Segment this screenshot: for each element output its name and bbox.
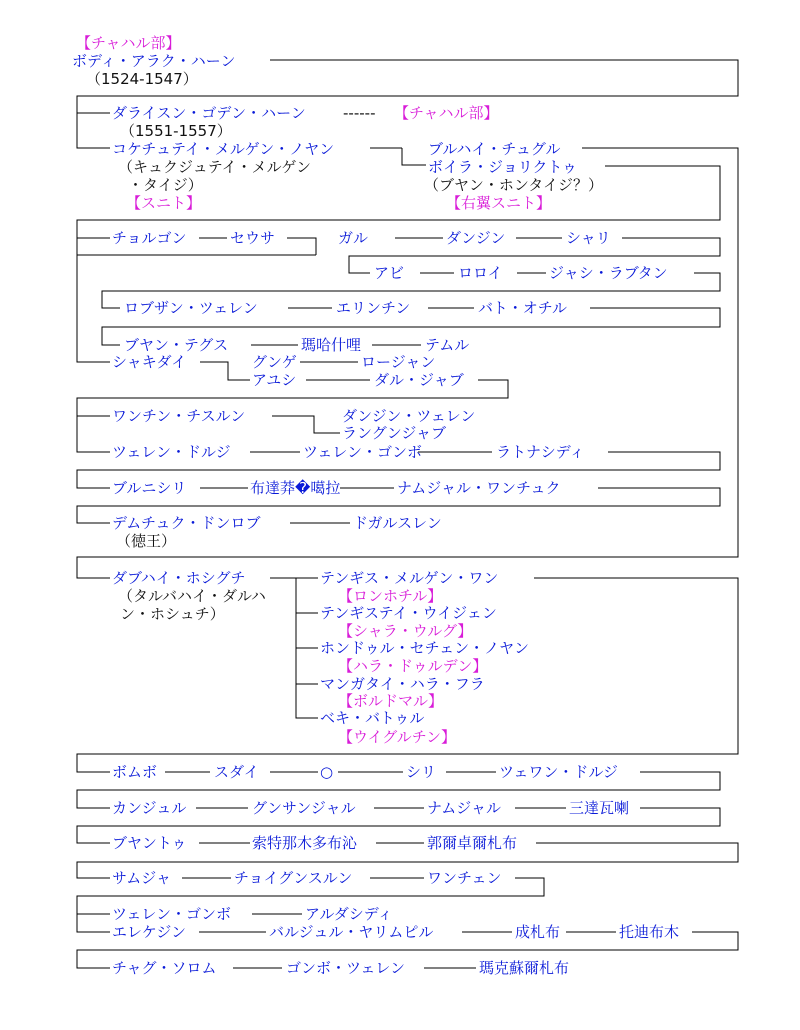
person: ジャシ・ラブタン [549, 264, 668, 282]
person: カンジュル [112, 799, 187, 817]
person: ○ [320, 763, 334, 781]
dabhai-alias-1: （タルバハイ・ダルハ [118, 587, 266, 605]
person: 瑪克蘇爾札布 [479, 959, 570, 977]
person: ツェレン・ゴンボ [303, 443, 423, 461]
root-tribe: 【チャハル部】 [76, 34, 181, 52]
root-name: ボディ・アラク・ハーン [72, 52, 236, 70]
kokochutei-alias-1: （キュクジュテイ・メルゲン [118, 158, 312, 176]
dabhai-son-tribe: 【ウイグルチン】 [338, 728, 457, 746]
person: ロージャン [361, 353, 436, 371]
person: シャリ [566, 229, 611, 247]
person: ドガルスレン [353, 514, 442, 532]
root-years: （1524-1547） [86, 70, 198, 88]
person: チョイグンスルン [234, 869, 353, 887]
kokochutei-tribe: 【スニト】 [126, 194, 202, 212]
person: ダル・ジャブ [374, 371, 464, 389]
person: チャグ・ソロム [112, 959, 217, 977]
person: 布達莽�噶拉 [250, 479, 341, 497]
person: シリ [406, 763, 437, 781]
person: グンサンジャル [252, 799, 356, 817]
person: ゴンボ・ツェレン [286, 959, 406, 977]
person: グンゲ [252, 353, 297, 371]
person: 托迪布木 [619, 923, 680, 941]
person: ダンジン・ツェレン [342, 407, 476, 425]
boira-alias: （ブヤン・ホンタイジ？） [424, 176, 603, 194]
daraisun-tribe: 【チャハル部】 [394, 104, 499, 122]
dabhai-son-tribe: 【シャラ・ウルグ】 [338, 622, 473, 640]
bulhai-name: ブルハイ・チュグル [428, 140, 561, 158]
person: ロブザン・ツェレン [124, 299, 258, 317]
boira-tribe: 【右翼スニト】 [446, 194, 552, 212]
person: ブヤン・テグス [124, 336, 229, 354]
person: ラトナシディ [496, 443, 585, 461]
person: ナムジャル [427, 799, 501, 817]
dabhai-son: ホンドゥル・セチェン・ノヤン [320, 639, 530, 657]
dabhai-alias-2: ン・ホシュチ） [120, 605, 225, 623]
dabhai-son: テンギステイ・ウイジェン [320, 604, 497, 622]
daraisun-dots: ‐‐‐‐‐‐ [343, 104, 376, 122]
person: 索特那木多布沁 [252, 834, 358, 852]
dabhai-son: ベキ・バトゥル [320, 709, 425, 727]
daraisun-name: ダライスン・ゴデン・ハーン [112, 104, 306, 122]
person: スダイ [214, 763, 259, 781]
person: ツェワン・ドルジ [499, 763, 619, 781]
person: 成札布 [515, 923, 561, 941]
dabhai-son-tribe: 【ハラ・ドゥルデン】 [338, 657, 488, 675]
person: ブヤントゥ [112, 834, 187, 852]
person: ワンチェン [427, 869, 502, 887]
person: 瑪哈什哩 [301, 336, 362, 354]
person: テムル [425, 336, 470, 354]
dabhai-name: ダブハイ・ホシグチ [112, 569, 246, 587]
person: ツェレン・ゴンボ [112, 905, 232, 923]
person: 三達瓦喇 [569, 799, 630, 817]
person: バト・オチル [478, 299, 567, 317]
person: バルジュル・ヤリムピル [269, 923, 434, 941]
boira-name: ボイラ・ジョリクトゥ [428, 158, 578, 176]
dabhai-son-tribe: 【ロンホチル】 [338, 587, 443, 605]
person: 郭爾卓爾札布 [427, 834, 518, 852]
kokochutei-name: コケチュテイ・メルゲン・ノヤン [112, 140, 335, 158]
dabhai-son: テンギス・メルゲン・ワン [320, 569, 499, 587]
person: エレケジン [112, 923, 187, 941]
person: エリンチン [336, 299, 411, 317]
person: デムチュク・ドンロブ [112, 514, 261, 532]
daraisun-years: （1551-1557） [120, 122, 232, 140]
person: シャキダイ [112, 353, 187, 371]
person: ツェレン・ドルジ [112, 443, 231, 461]
person: ボムボ [112, 763, 158, 781]
demchuk-note: （徳王） [116, 532, 177, 550]
person: ナムジャル・ワンチュク [397, 479, 561, 497]
person: ガル [338, 229, 369, 247]
dabhai-son-tribe: 【ボルドマル】 [338, 692, 444, 710]
person: ブルニシリ [112, 479, 187, 497]
kokochutei-alias-2: ・タイジ） [128, 176, 203, 194]
person: サムジャ [112, 869, 171, 887]
person: アビ [374, 264, 405, 282]
person: ラングンジャブ [342, 424, 447, 442]
person: チョルゴン [112, 229, 187, 247]
person: アユシ [252, 371, 297, 389]
person: ワンチン・チスルン [112, 407, 246, 425]
dabhai-son: マンガタイ・ハラ・フラ [320, 675, 485, 693]
person: セウサ [230, 229, 276, 247]
person: ダンジン [446, 229, 506, 247]
person: ロロイ [458, 264, 503, 282]
person: アルダシディ [305, 905, 393, 923]
